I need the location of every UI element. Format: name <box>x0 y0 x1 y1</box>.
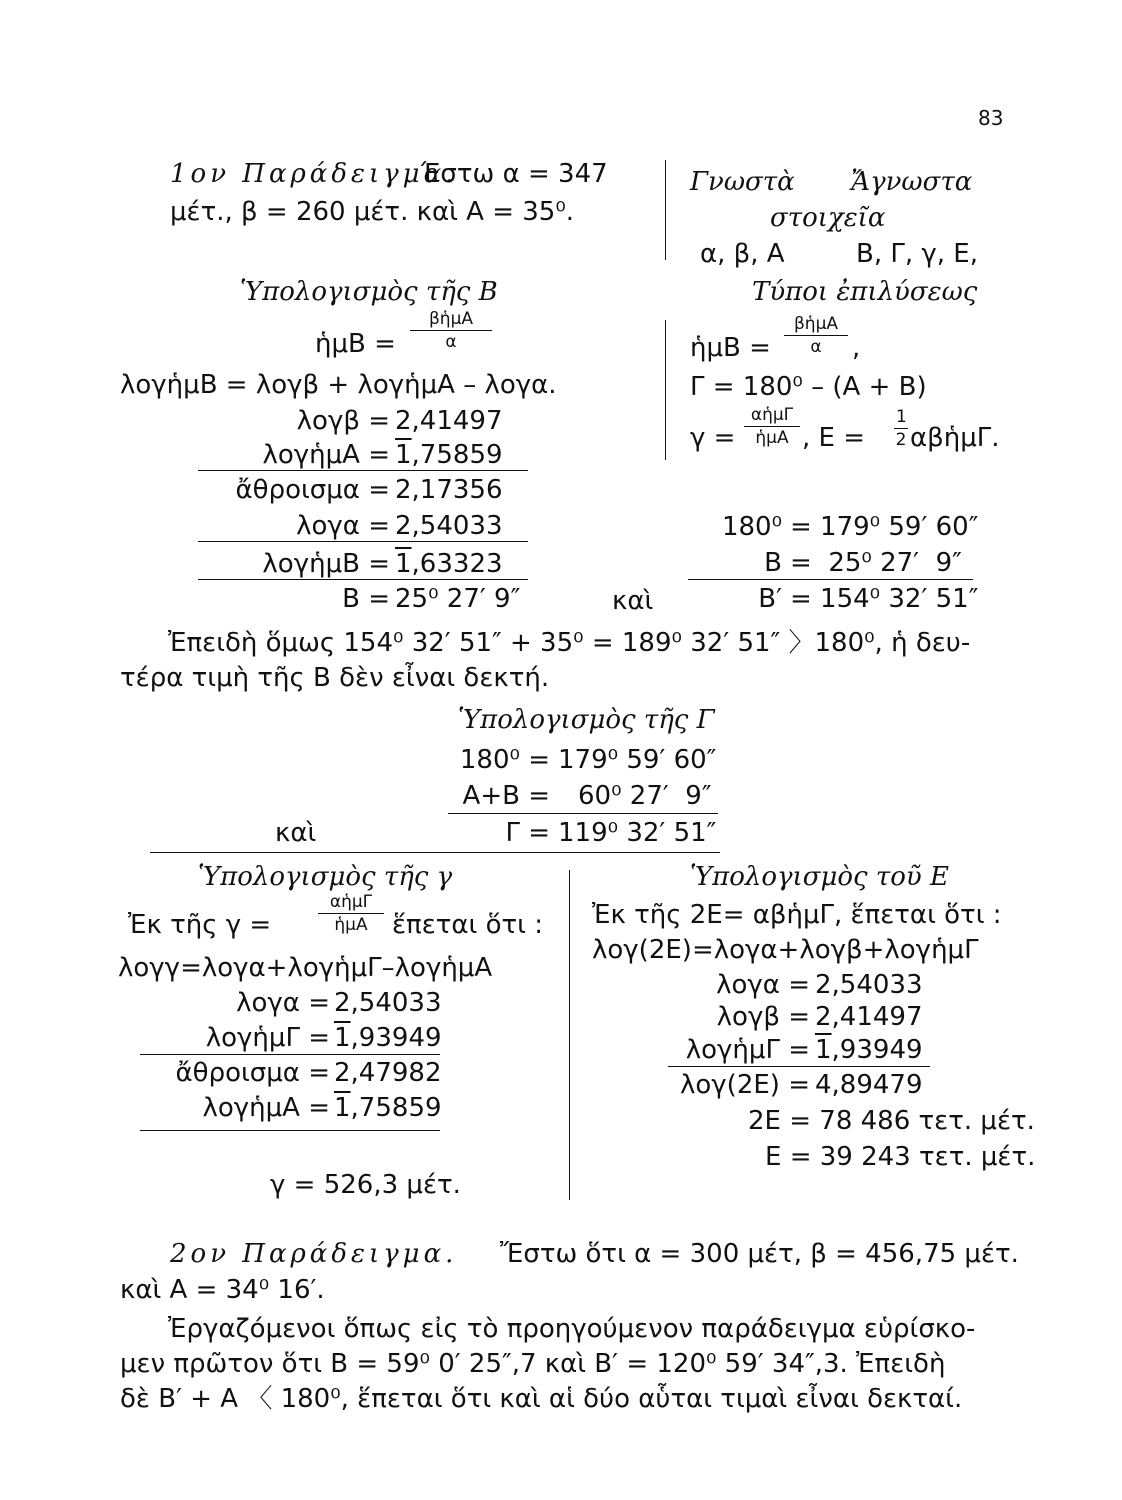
calc-gamma-value-4-mantissa: ,75859 <box>350 1093 442 1123</box>
calc-e-log-equation: λογ(2Ε)=λογα+λογβ+λογἡμΓ <box>592 935 979 965</box>
calc-b-sum-rule <box>198 470 528 471</box>
calc-g-bottom-rule <box>150 852 720 853</box>
calc-gamma-result-rule <box>140 1130 440 1131</box>
unknown-heading: Ἄγνωστα <box>851 167 973 197</box>
calc-b-value-6: 25⁰ 27′ 9″ <box>395 584 521 614</box>
formula-3-half-numerator: 1 <box>896 407 907 427</box>
known-heading: Γνωστὰ <box>690 167 795 197</box>
calc-e-value-3 <box>815 1037 923 1063</box>
calc-b-label-3: ἄθροισμα = <box>235 475 390 505</box>
calc-g-value-2: 60⁰ 27′ 9″ <box>578 781 712 811</box>
calc-gamma-title: Ὑπολογισμὸς τῆς γ <box>198 862 453 892</box>
calc-b-label-5: λογἡμΒ = <box>262 549 390 579</box>
calc-b-value-2-characteristic: 1 <box>395 440 412 470</box>
calc-g-label-3: Γ = <box>505 818 550 848</box>
calc-gamma-result: γ = 526,3 μέτ. <box>270 1170 461 1200</box>
calc-gamma-sum-rule <box>140 1054 440 1055</box>
calc-e-value-3-mantissa: ,93949 <box>831 1035 923 1065</box>
calc-gamma-value-3: 2,47982 <box>334 1058 442 1088</box>
example-1-given-line-2: μέτ., β = 260 μέτ. καὶ Α = 35⁰. <box>170 197 575 227</box>
example-2-line-2: καὶ Α = 34⁰ 16′. <box>120 1275 325 1305</box>
formulas-title: Τύποι ἐπιλύσεως <box>752 277 978 307</box>
calc-gamma-label-2: λογἡμΓ = <box>205 1023 330 1053</box>
calc-g-label-1: 180⁰ = <box>459 745 550 775</box>
calc-gamma-label-3: ἄθροισμα = <box>175 1058 330 1088</box>
formula-3-denominator: ἡμΑ <box>755 428 789 448</box>
calc-gamma-from-a: Ἐκ τῆς γ = <box>128 910 272 940</box>
calc-gamma-value-2-characteristic: 1 <box>334 1023 351 1053</box>
calc-g-label-2: Α+Β = <box>462 781 550 811</box>
paragraph-1-line-1: Ἐπειδὴ ὅμως 154⁰ 32′ 51″ + 35⁰ = 189⁰ 32′ 51″ 〉180⁰, ἡ δευ- <box>168 628 971 658</box>
calc-g-title: Ὑπολογισμὸς τῆς Γ <box>458 705 715 735</box>
calc-e-value-3-characteristic: 1 <box>815 1035 832 1065</box>
formula-1-fraction <box>784 316 848 356</box>
calc-b-label-6: Β = <box>342 584 390 614</box>
calc-b-value-2-mantissa: ,75859 <box>411 440 503 470</box>
formula-1-tail: , <box>852 333 861 363</box>
example-1-given-line-1: Έστω α = 347 <box>421 159 608 189</box>
calc-e-sum-rule <box>668 1066 930 1067</box>
calc-gamma-log-equation: λογγ=λογα+λογἡμΓ–λογἡμΑ <box>118 953 493 983</box>
formula-3-middle: , Ε = <box>802 423 866 453</box>
calc-g-rule <box>448 813 718 814</box>
calc-gamma-value-4 <box>334 1095 442 1121</box>
calc-gamma-label-1: λογα = <box>236 988 330 1018</box>
calc-e-value-1: 2,54033 <box>815 970 923 1000</box>
calc-b-and: καὶ <box>612 586 654 616</box>
calc-b-value-4: 2,54033 <box>395 511 503 541</box>
calc-b-right-label-3: Β′ <box>758 584 782 614</box>
known-values: α, β, Α <box>700 239 785 269</box>
elements-heading: στοιχεῖα <box>770 203 886 233</box>
formula-3-tail: αβἡμΓ. <box>910 423 1000 453</box>
formula-3-half <box>894 409 908 449</box>
calc-b-right-label-1: 180⁰ <box>721 512 782 542</box>
calc-b-log-equation: λογἡμΒ = λογβ + λογἡμΑ – λογα. <box>120 370 557 400</box>
paragraph-1-line-2: τέρα τιμὴ τῆς Β δὲν εἶναι δεκτή. <box>120 663 550 693</box>
calc-gamma-value-1: 2,54033 <box>334 988 442 1018</box>
calc-e-label-4: λογ(2Ε) = <box>680 1070 810 1100</box>
example-2-paragraph-line-3: δὲ Β′ + Α 〈 180⁰, ἕπεται ὅτι καὶ αἱ δύο αὗται τιμαὶ εἶναι δεκταί. <box>120 1384 963 1414</box>
calc-b-value-5-characteristic: 1 <box>395 549 412 579</box>
calc-e-value-4: 4,89479 <box>815 1070 923 1100</box>
calc-gamma-value-2 <box>334 1025 442 1051</box>
calc-e-from: Ἐκ τῆς 2Ε= αβἡμΓ, ἕπεται ὅτι : <box>592 900 1002 930</box>
formula-3-lhs: γ = <box>690 423 736 453</box>
calc-b-right-value-3: = 154⁰ 32′ 51″ <box>790 584 979 614</box>
calc-b-result-rule <box>198 579 528 580</box>
calc-b-right-value-1: = 179⁰ 59′ 60″ <box>790 512 979 542</box>
formulas-divider <box>665 320 666 460</box>
example-1-title: 1ον Παράδειγμα. <box>170 159 458 189</box>
calc-b-label-2: λογἡμΑ = <box>262 440 390 470</box>
formula-1-denominator: α <box>810 337 822 357</box>
calc-e-label-3: λογἡμΓ = <box>685 1035 810 1065</box>
example-2-line-1: Ἔστω ὅτι α = 300 μέτ, β = 456,75 μέτ. <box>500 1239 1019 1269</box>
calc-gamma-label-4: λογἡμΑ = <box>202 1093 330 1123</box>
calc-gamma-value-2-mantissa: ,93949 <box>350 1023 442 1053</box>
calc-g-value-1: 179⁰ 59′ 60″ <box>558 745 717 775</box>
calc-e-label-2: λογβ = <box>716 1002 810 1032</box>
calc-gamma-numerator: αἡμΓ <box>318 894 384 914</box>
calc-g-and: καὶ <box>275 818 317 848</box>
header-divider <box>665 160 666 260</box>
calc-b-label-4: λογα = <box>296 511 390 541</box>
example-2-paragraph-line-1: Ἐργαζόμενοι ὅπως εἰς τὸ προηγούμενον παράδειγμα εὑρίσκο- <box>168 1314 976 1344</box>
calc-b-diff-rule <box>198 541 528 542</box>
formula-3-half-denominator: 2 <box>895 430 907 450</box>
calc-g-value-3: 119⁰ 32′ 51″ <box>558 818 717 848</box>
formula-2: Γ = 180⁰ – (Α + Β) <box>690 372 927 402</box>
formula-3-numerator: αἡμΓ <box>744 407 800 427</box>
calc-e-value-2: 2,41497 <box>815 1002 923 1032</box>
unknown-values: Β, Γ, γ, Ε, <box>856 239 978 269</box>
calc-e-line-6: Ε = 39 243 τετ. μέτ. <box>765 1142 1036 1172</box>
calc-gamma-fraction <box>318 894 384 934</box>
calc-e-title: Ὑπολογισμὸς τοῦ Ε <box>690 862 949 892</box>
calc-b-value-2 <box>395 442 503 468</box>
example-2-title: 2ον Παράδειγμα. <box>170 1239 458 1269</box>
calc-b-numerator: βἡμΑ <box>410 311 492 331</box>
calc-gamma-from-b: ἕπεται ὅτι : <box>392 910 543 940</box>
calc-gamma-denominator: ἡμΑ <box>334 915 368 935</box>
calc-b-eq-lhs: ἡμΒ = <box>315 329 396 359</box>
formula-1-lhs: ἡμΒ = <box>690 333 771 363</box>
calc-e-line-5: 2Ε = 78 486 τετ. μέτ. <box>748 1106 1035 1136</box>
calc-b-value-3: 2,17356 <box>395 475 503 505</box>
formula-1-numerator: βἡμΑ <box>784 316 848 336</box>
calc-b-title: Ὑπολογισμὸς τῆς Β <box>240 277 498 307</box>
calc-b-denominator: α <box>445 332 457 352</box>
calc-b-fraction <box>410 311 492 351</box>
calc-e-label-1: λογα = <box>716 970 810 1000</box>
calc-b-right-value-2: = 25⁰ 27′ 9″ <box>790 548 962 578</box>
calc-b-right-label-2: Β <box>764 548 782 578</box>
calc-b-right-rule <box>688 579 973 580</box>
page-number: 83 <box>978 106 1004 130</box>
example-2-paragraph-line-2: μεν πρῶτον ὅτι Β = 59⁰ 0′ 25″,7 καὶ Β′ = 120⁰ 59′ 34″,3. Ἐπειδὴ <box>120 1349 946 1379</box>
formula-3-fraction <box>744 407 800 447</box>
calc-b-value-1: 2,41497 <box>395 406 503 436</box>
lower-divider <box>569 870 570 1200</box>
calc-b-value-5-mantissa: ,63323 <box>411 549 503 579</box>
calc-b-label-1: λογβ = <box>296 406 390 436</box>
calc-gamma-value-4-characteristic: 1 <box>334 1093 351 1123</box>
calc-b-value-5 <box>395 551 503 577</box>
